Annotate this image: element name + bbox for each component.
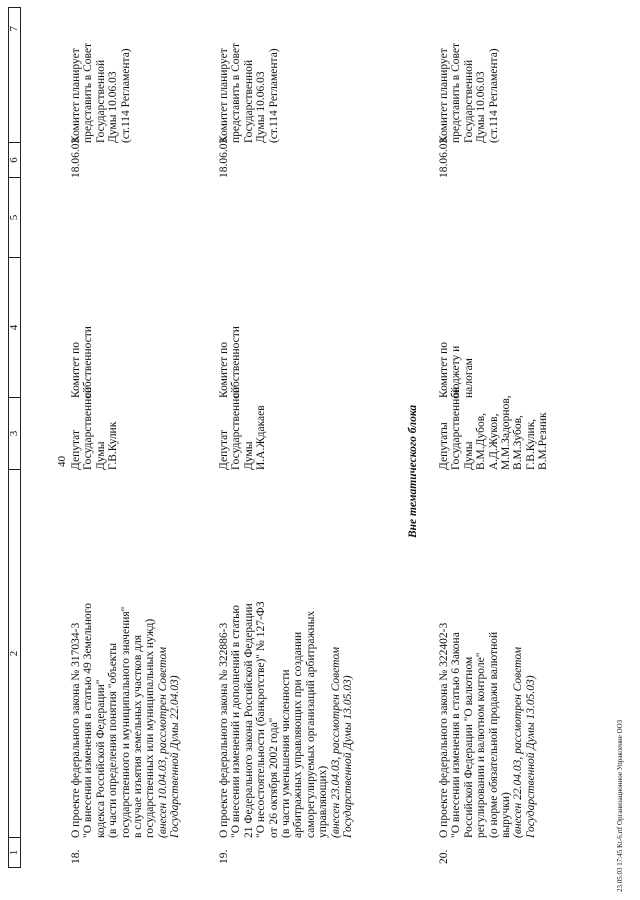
author: Депутат Государственной Думы Г.В.Кулик [70,386,120,470]
author: Депутаты Государственной Думы В.М.Дубов, А.Д.Жуков, М.М.Задорнов, В.М.Зубов, Г.В.Кулик, В.М.Резник [438,386,550,470]
committee: Комитет по бюджету и налогам [438,342,475,398]
bill-title: О проекте федерального закона № 322402-3 "О внесении изменения в статью 6 Закона Российской Федерации "О валютном регулировании и валютном контроле" (о норме обязательной продажи валютной выручки) (внесен 22.04.03, рассмотрен Советом Государственной Думы 13.05.03) [438,622,537,838]
column-number-1: 1 [9,838,21,868]
column-number-5: 5 [9,178,21,258]
row-number: 20. [438,849,450,864]
column-number-2: 2 [9,470,21,838]
date: 18.06.03 [70,137,82,178]
bill-title: О проекте федерального закона № 322886-3 "О внесении изменений и дополнений в статью 21 Федерального закона Российской Федерации "О несостоятельности (банкротстве)" № 127-ФЗ от 26 октября 2002 года" (в части уменьшения численности арбитражных управляющих при создании саморегулируемых организаций арбитражных управляющих) (внесен 23.04.03, рассмотрен Советом Государственной Думы 13.05.03) [218,601,355,838]
column-number-3: 3 [9,398,21,470]
row-number: 18. [70,849,82,864]
footer-line: 23.05.03 17:45 Kt-6.rtf Организационное Управление ООЗ [616,719,624,892]
author: Депутат Государственной Думы И.А.Ждакаев [218,386,268,470]
committee: Комитет по собственности [218,326,243,398]
column-number-4: 4 [9,258,21,398]
section-heading: Вне тематического блока [407,404,419,538]
plan-note: Комитет планирует представить в Совет Государственной Думы 10.06.03 (ст.114 Регламента) [438,42,500,143]
date: 18.06.03 [218,137,230,178]
bill-title: О проекте федерального закона № 317034-3 "О внесении изменения в статью 49 Земельного кодекса Российской Федерации" (в части определения понятия "объекты государственного и муниципального значения" в случае изъятия земельных участков для государственных или муниципальных нужд) (внесен 10.04.03, рассмотрен Советом Государственной Думы 22.04.03) [70,603,182,838]
page-number: 40 [56,456,68,467]
column-number-7: 7 [9,8,21,143]
column-number-6: 6 [9,143,21,178]
committee: Комитет по собственности [70,326,95,398]
plan-note: Комитет планирует представить в Совет Государственной Думы 10.06.03 (ст.114 Регламента) [218,42,280,143]
row-number: 19. [218,849,230,864]
date: 18.06.03 [438,137,450,178]
column-header-row [8,7,21,868]
plan-note: Комитет планирует представить в Совет Государственной Думы 10.06.03 (ст.114 Регламента) [70,42,132,143]
